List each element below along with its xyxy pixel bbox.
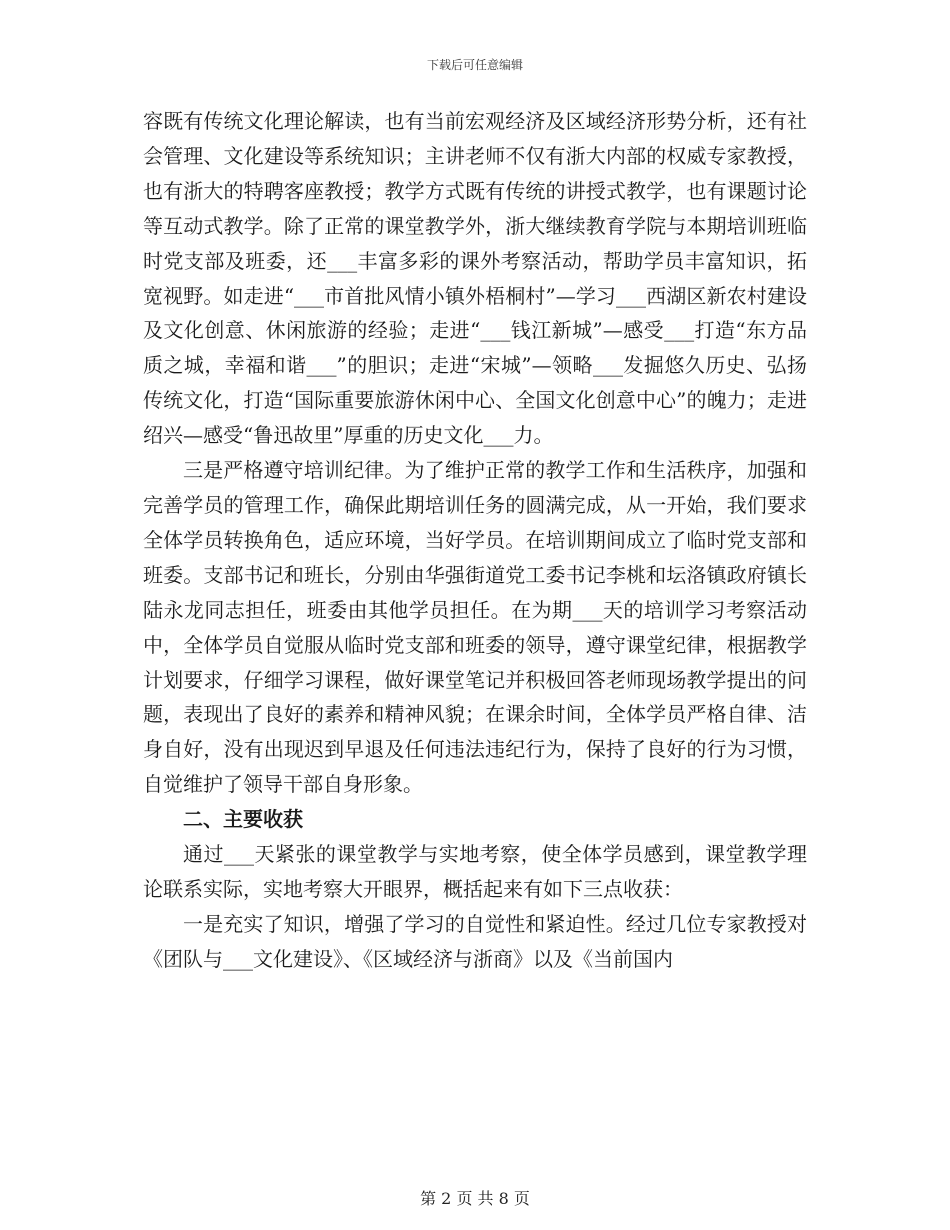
paragraph-gains-intro: 通过___天紧张的课堂教学与实地考察，使全体学员感到，课堂教学理论联系实际，实地考察大开眼界，概括起来有如下三点收获： xyxy=(143,842,807,901)
paragraph-continued: 容既有传统文化理论解读，也有当前宏观经济及区域经济形势分析，还有社会管理、文化建设等系统知识；主讲老师不仅有浙大内部的权威专家教授，也有浙大的特聘客座教授；教学方式既有传统的讲授式教学，也有课题讨论等互动式教学。除了正常的课堂教学外，浙大继续教育学院与本期培训班临时党支部及班委，还___丰富多彩的课外考察活动，帮助学员丰富知识，拓宽视野。如走进“___市首批风情小镇外梧桐村”—学习___西湖区新农村建设及文化创意、休闲旅游的经验；走进“___钱江新城”—感受___打造“东方品质之城，幸福和谐___”的胆识；走进“宋城”—领略___发掘悠久历史、弘扬传统文化，打造“国际重要旅游休闲中心、全国文化创意中心”的魄力；走进绍兴—感受“鲁迅故里”厚重的历史文化___力。 xyxy=(143,109,807,448)
paragraph-training-discipline: 三是严格遵守培训纪律。为了维护正常的教学工作和生活秩序，加强和完善学员的管理工作，确保此期培训任务的圆满完成，从一开始，我们要求全体学员转换角色，适应环境，当好学员。在培训期间成立了临时党支部和班委。支部书记和班长，分别由华强街道党工委书记李桃和坛洛镇政府镇长陆永龙同志担任，班委由其他学员担任。在为期___天的培训学习考察活动中，全体学员自觉服从临时党支部和班委的领导，遵守课堂纪律，根据教学计划要求，仔细学习课程，做好课堂笔记并积极回答老师现场教学提出的问题，表现出了良好的素养和精神风貌；在课余时间，全体学员严格自律、洁身自好，没有出现迟到早退及任何违法违纪行为，保持了良好的行为习惯，自觉维护了领导干部自身形象。 xyxy=(143,458,807,797)
page-header: 下载后可任意编辑 xyxy=(426,58,523,72)
document-body xyxy=(143,104,807,977)
page-number-footer: 第 2 页 共 8 页 xyxy=(420,1189,530,1208)
paragraph-gain-one: 一是充实了知识，增强了学习的自觉性和紧迫性。经过几位专家教授对《团队与___文化建设》、《区域经济与浙商》以及《当前国内 xyxy=(143,911,807,971)
section-heading-main-gains: 二、主要收获 xyxy=(183,807,303,832)
